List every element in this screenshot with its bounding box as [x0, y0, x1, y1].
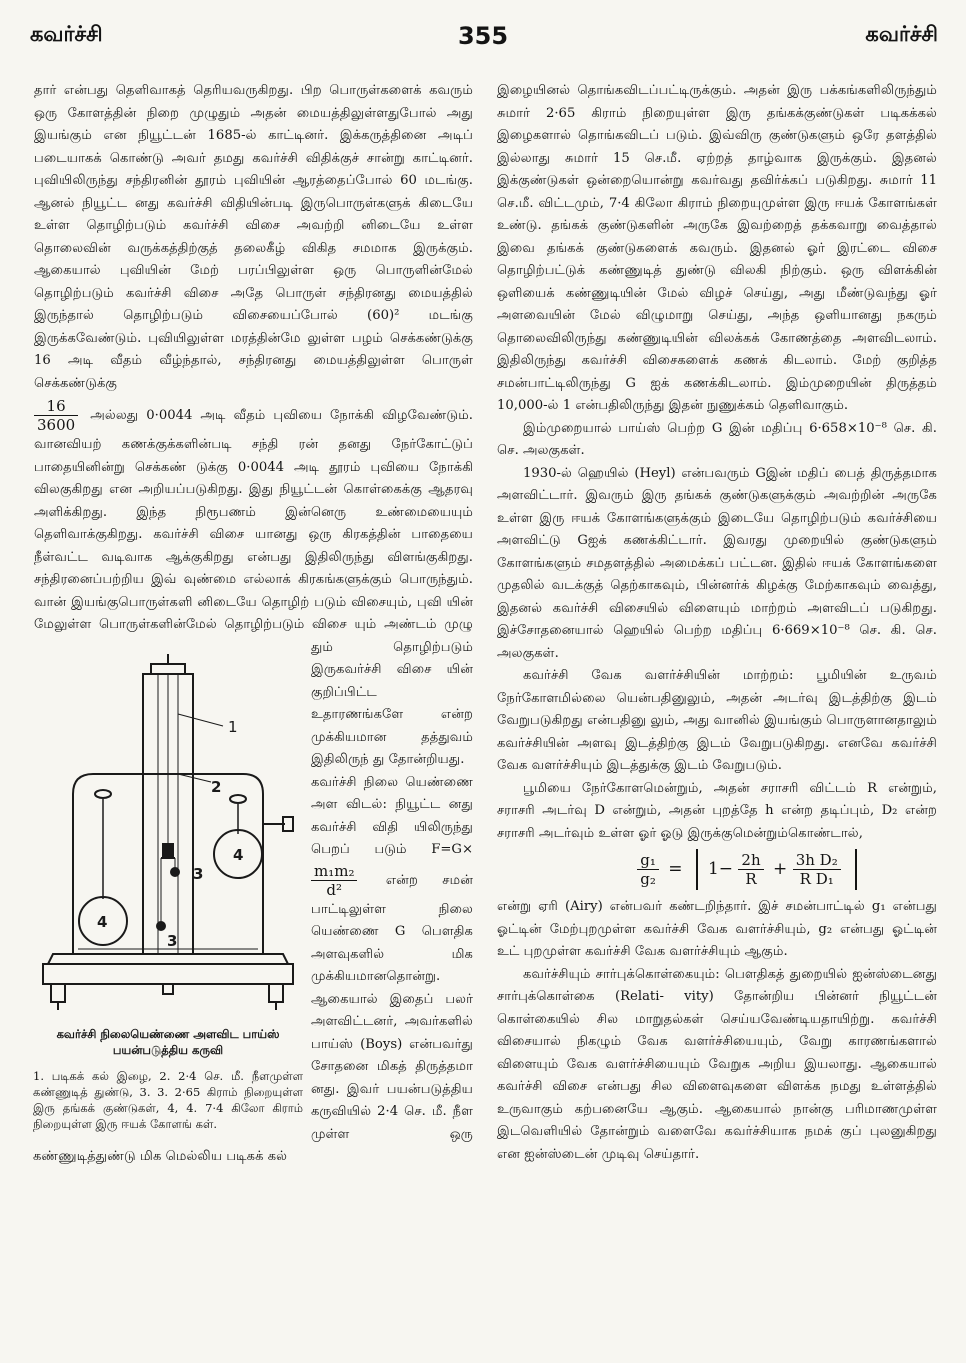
fraction-numerator: 2h: [738, 851, 763, 870]
figure-label-4b: 4: [97, 913, 108, 931]
fraction-denominator: d²: [326, 880, 343, 899]
paragraph-airy: என்று ஏரி (Airy) என்பவர் கண்டறிந்தார். இச் சமன்பாட்டில் g₁ என்பது ஓட்டின் மேற்புறமுள்ள கவர்ச்சி வேக வளர்ச்சியும், g₂ என்பது ஓட்டின் உட் புறமுள்ள கவர்ச்சி வேக வளர்ச்சியும் ஆகும்.: [497, 899, 937, 959]
formula-term-3hd: [793, 851, 841, 888]
text-run: தார் என்பது தெளிவாகத் தெரியவருகிறது. பிற பொருள்களைக் கவரும் ஒரு கோளத்தின் நிறை முழுதும் அதன் மையத்திலுள்ளதுபோல் அது இயங்கும் என நியூட்டன் 1685-ல் காட்டினர். இக்கருத்தினை அடிப் படையாகக் கொண்டு அவர் தமது கவர்ச்சி விதிக்குச் சான்று காட்டினர். புவியிலிருந்து சந்திரனின் தூரம் புவியின் ஆரத்தைப்போல் 60 மடங்கு. ஆனல் நியூட்ட னது கவர்ச்சி விதியின்படி இருபொருள்களுக் கிடையே உள்ள தொழிற்படும் கவர்ச்சி விசை அவற்றி னிடையே உள்ள தொலைவின் வருக்கத்திற்குத் தலைகீழ் விகித சமமாக இருக்கும். ஆகையால் புவியின் மேற் பரப்பிலுள்ள ஒரு பொருளின்மேல் தொழிற்படும் கவர்ச்சி விசை அதே பொருள் சந்திரனது மையத்தில் இருந்தால் தொழிற்படும் விசையைப்போல் (60)² மடங்கு இருக்கவேண்டும். புவியிலுள்ள மரத்தின்மே லுள்ள பழம் செக்கண்டுக்கு 16 அடி வீதம் வீழ்ந்தால், சந்திரனது மையத்திலுள்ள பொருள் செக்கண்டுக்கு: [34, 83, 473, 391]
page-number: 355: [457, 22, 509, 50]
text-run: அல்லது 0·0044 அடி வீதம் புவியை நோக்கி விழவேண்டும். வானவியற் கணக்குக்களின்படி சந்தி ரன் தனது நேர்கோட்டுப் பாதையினின்று செக்கண் டுக்கு 0·0044 அடி தூரம் புவியை நோக்கி விலகுகிறது என அறியப்படுகிறது. இது நியூட்டன் கொள்கைக்கு ஆதரவு அளிக்கிறது. இந்த நிரூபணம் இன்னெரு உண்மையையும் தெளிவாக்குகிறது. கவர்ச்சி விசை யானது ஒரு கிரகத்தின் பாதையை நீள்வட்ட வடிவாக ஆக்குகிறது என்பது இதிலிருந்து விளங்குகிறது. சந்திரனைப்பற்றிய இவ் வுண்மை எல்லாக் கிரகங்களுக்கும் பொருந்தும். வான் இயங்குபொருள்களி னிடையே தொழிற் படும் விசையும், புவி யின் மேலுள்ள பொருள்களின்மேல் தொழிற்படும் விசை யும் அண்டம் முழு தும் தொழிற்படும் இருகவர்ச்சி விசை யின் குறிப்பிட்ட உதாரணங்களே என்ற முக்கியமான தத்துவம் இதிலிருந் து தோன்றியது.: [34, 408, 473, 767]
figure-label-1: 1: [228, 718, 238, 736]
figure-boys-apparatus: [33, 654, 303, 1132]
formula-plus: +: [773, 859, 788, 879]
figure-label-3a: 3: [193, 865, 204, 883]
paragraph-relativity: கவர்ச்சியும் சார்புக்கொள்கையும்: பௌதிகத் துறையில் ஐன்ஸ்டைனது சார்புக்கொள்கை (Relati- vity) தோன்றிய பின்னர் நியூட்டன் கொள்கையில் சில மாறுதல்கள் செய்யவேண்டியதாயிற்று. கவர்ச்சி விசையால் நிகழும் வேக வளர்ச்சியையும், வேறு காரணங்களால் விளையும் வேக வளர்ச்சியையும் வேறுக அறிய இயலாது. ஆகையால் கவர்ச்சி விசை என்பது சில விளைவுகளை விளக்க நமது உள்ளத்தில் உருவாகும் கற்பனையே ஆகும். ஆகையால் நான்கு பரிமாணமுள்ள இடவெளியில் தோன்றும் வளைவே கவர்ச்சியாக நமக் குப் புலனுகிறது என ஐன்ஸ்டைன் முடிவு செய்தார்.: [497, 966, 937, 1162]
fraction-denominator: R D₁: [799, 870, 834, 888]
formula-one-minus: 1−: [707, 859, 734, 879]
fraction-numerator: 3h D₂: [793, 851, 841, 870]
fraction-denominator: g₂: [640, 870, 656, 888]
figure-label-2: 2: [211, 778, 222, 796]
airy-formula: [557, 849, 937, 890]
paragraph-boys-value: இம்முறையால் பாய்ஸ் பெற்ற G இன் மதிப்பு 6·658×10⁻⁸ செ. கி. செ. அலகுகள்.: [497, 420, 937, 458]
formula-equals: =: [668, 859, 683, 879]
figure-caption: கவர்ச்சி நிலையெண்ணை அளவிட பாய்ஸ் பயன்படுத்திய கருவி: [56, 1027, 280, 1057]
paragraph-heyl: 1930-ல் ஹெயில் (Heyl) என்பவரும் Gஇன் மதிப் பைத் திருத்தமாக அளவிட்டார். இவரும் இரு தங்கக் குண்டுகளுக்கும் அவற்றின் அருகே உள்ள இரு ஈயக் கோளங்களுக்கும் இடையே தொழிற்படும் கவர்ச்சியை அளவிட்டு Gஐக் கணக்கிட்டார். இவரது முறையில் குண்டுகளும் கோளங்களும் சமதளத்தில் அமைக்கப் பட்டன. இதில் ஈயக் கோளங்களை முதலில் வடக்குத் தெற்காகவும், பின்னர்க் கிழக்கு மேற்காகவும் வைத்து, இதனல் கவர்ச்சி விசையில் விளையும் மாற்றம் அளவிடப் படுகிறது. இச்சோதனையால் ஹெயில் பெற்ற மதிப்பு 6·669×10⁻⁸ செ. கி. செ. அலகுகள்.: [497, 465, 937, 661]
paragraph-earth-model: பூமியை நேர்கோளமென்றும், அதன் சராசரி விட்டம் R என்றும், சராசரி அடர்வு D என்றும், அதன் புறத்தே h என்ற தடிப்பும், D₂ என்ற சராசரி அடர்வும் உள்ள ஓர் ஓடு இருக்குமென்றும்கொண்டால்,: [497, 780, 937, 841]
fraction-numerator: g₁: [637, 851, 659, 870]
running-header-right: கவர்ச்சி: [865, 22, 938, 46]
figure-legend: 1. படிகக் கல் இழை, 2. 2·4 செ. மீ. நீளமுள்ள கண்ணுடித் துண்டு, 3. 3. 2·65 கிராம் நிறையுள்ள இரு தங்கக் குண்டுகள், 4, 4. 7·4 கிலோ கிராம் நிறையுள்ள இரு ஈயக் கோளங் கள்.: [33, 1069, 303, 1131]
formula-term-2h-r: [738, 851, 763, 888]
paragraph-newton-moon: [33, 80, 473, 395]
fraction-denominator: 3600: [37, 416, 76, 434]
text-run: கவர்ச்சி நிலை யெண்ணை அள விடல்: நியூட்ட னது கவர்ச்சி விதி யிலிருந்து பெறப் படும் F=G×: [311, 774, 473, 857]
running-header-left: கவர்ச்சி: [30, 22, 103, 46]
fraction-denominator: R: [745, 870, 757, 888]
right-column: [497, 80, 937, 1166]
apparatus-illustration: [33, 654, 303, 1014]
paragraph-apparatus: இழையினல் தொங்கவிடப்பட்டிருக்கும். அதன் இரு பக்கங்களிலிருந்தும் சுமார் 2·65 கிராம் நிறையுள்ள இரு தங்கக்குண்டுகள் படிகக்கல் இழைகளால் தொங்கவிடப் படும். இவ்விரு குண்டுகளும் ஒரே தளத்தில் இல்லாது சுமார் 15 செ.மீ. ஏற்றத் தாழ்வாக இருக்கும். இதனல் இக்குண்டுகள் ஒன்றையொன்று கவர்வது தவிர்க்கப் படுகிறது. சுமார் 11 செ.மீ. விட்டமும், 7·4 கிலோ கிராம் நிறையுமுள்ள இரு ஈயக் கோளங்கள் உண்டு. தங்கக் குண்டுகளின் அருகே இவற்றைத் தக்கவாறு வைத்தால் இவை தங்கக் குண்டுகளைக் கவரும். இதனல் ஓர் இரட்டை விசை தொழிற்பட்டுக் கண்ணுடித் துண்டு விலகி நிற்கும். ஒரு விளக்கின் ஒளியைக் கண்ணுடியின் மேல் விழச் செய்து, அது மீண்டுவந்து ஓர் அளவையின் மேல் விழுமாறு செய்து, அந்த ஒளியானது நகரும் தொலைவிலிருந்து கண்ணுடியின் விலக்கக் கோணத்தை அளவிடலாம். இதிலிருந்து கவர்ச்சி விசைகளைக் கணக் கிடலாம். மேற் குறித்த சமன்பாட்டிலிருந்து G ஐக் கணக்கிடலாம். இம்முறையின் திருத்தம் 10,000-ல் 1 என்பதிலிருந்து இதன் நுணுக்கம் தெளிவாகும்.: [497, 83, 937, 413]
figure-label-3b: 3: [167, 932, 178, 950]
figure-label-4a: 4: [233, 846, 244, 864]
paragraph-gravity-variation: கவர்ச்சி வேக வளர்ச்சியின் மாற்றம்: பூமியின் உருவம் நேர்கோளமில்லை யென்பதினுலும், அதன் அடர்வு இடத்திற்கு இடம் வேறுபடுகிறது என்பதினு லும், அது வானில் இயங்கும் பொருளானதாலும் கவர்ச்சியின் அளவு இடத்திற்கு இடம் வேறுபடுகிறது. எனவே கவர்ச்சி வேக வளர்ச்சியும் இடத்துக்கு இடம் வேறுபடும்.: [497, 668, 937, 773]
equation-fraction: [311, 862, 357, 899]
fraction-16-3600: [34, 397, 78, 434]
text-run: என்ற சமன் பாட்டிலுள்ள நிலை யெண்ணை G பௌதிக அளவுகளில் மிக முக்கியமானதொன்று. ஆகையால் இதைப் பலர் அளவிட்டனர், அவர்களில் பாய்ஸ் (Boys) என்பவர்து சோதனை மிகத் திருத்தமா னது. இவர் பயன்படுத்திய கருவியில் 2·4 செ. மீ. நீள முள்ள ஒரு கண்ணுடித்துண்டு மிக மெல்லிய படிகக் கல்: [33, 872, 473, 1164]
fraction-numerator: m₁m₂: [311, 862, 357, 881]
formula-lhs: [637, 851, 659, 888]
fraction-numerator: 16: [34, 397, 78, 416]
formula-bracket: [696, 849, 857, 890]
